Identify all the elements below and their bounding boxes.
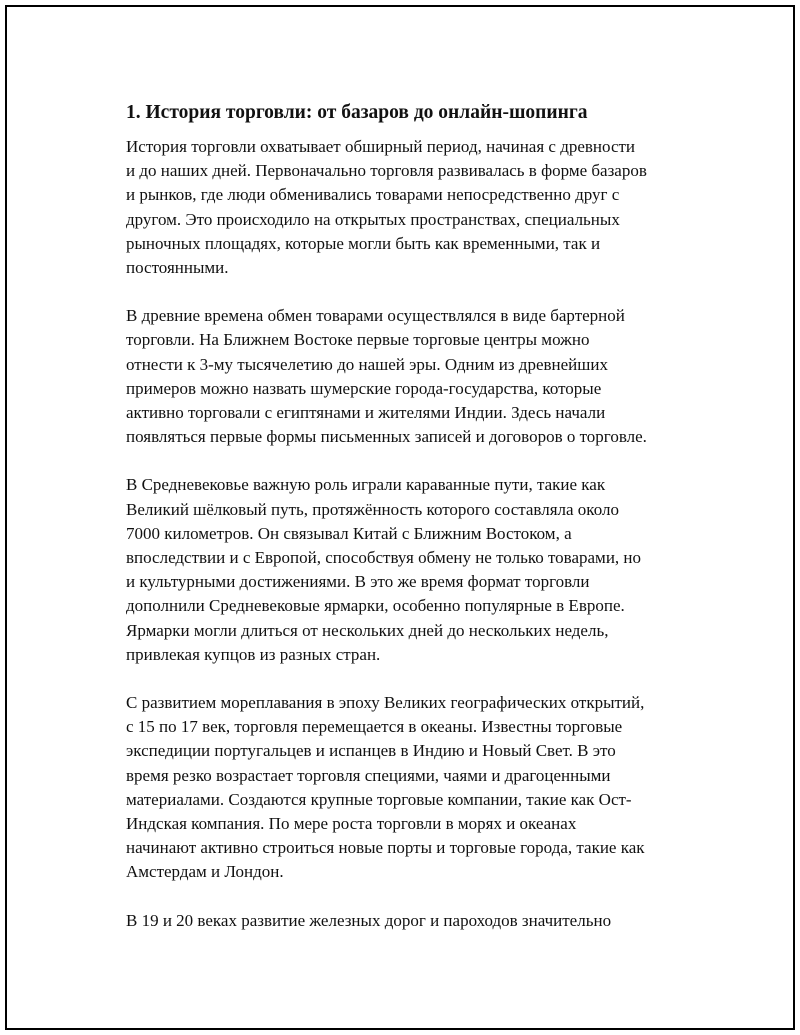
text-line: с 15 по 17 век, торговля перемещается в океаны. Известны торговые xyxy=(126,717,623,737)
text-line: активно торговали с египтянами и жителями Индии. Здесь начали xyxy=(126,403,606,423)
text-line: и до наших дней. Первоначально торговля развивалась в форме базаров xyxy=(126,161,647,181)
text-line: дополнили Средневековые ярмарки, особенно популярные в Европе. xyxy=(126,596,625,616)
text-line: другом. Это происходило на открытых пространствах, специальных xyxy=(126,209,620,229)
text-line: В Средневековье важную роль играли караванные пути, такие как xyxy=(126,475,606,495)
text-line: экспедиции португальцев и испанцев в Индию и Новый Свет. В это xyxy=(126,741,616,761)
text-line: и рынков, где люди обменивались товарами непосредственно друг с xyxy=(126,185,620,205)
paragraph-5 xyxy=(126,909,701,933)
text-line: постоянными. xyxy=(126,258,229,278)
text-line: материалами. Создаются крупные торговые компании, такие как Ост- xyxy=(126,789,632,809)
text-line: 7000 километров. Он связывал Китай с Ближним Востоком, а xyxy=(126,523,572,543)
text-line: Индская компания. По мере роста торговли в морях и океанах xyxy=(126,814,577,834)
paragraph-2 xyxy=(126,304,701,449)
text-line: История торговли охватывает обширный период, начиная с древности xyxy=(126,137,636,156)
text-line: время резко возрастает торговля специями, чаями и драгоценными xyxy=(126,765,611,785)
text-line: и культурными достижениями. В это же время формат торговли xyxy=(126,572,590,592)
text-line: С развитием мореплавания в эпоху Великих географических открытий, xyxy=(126,693,645,713)
text-line: примеров можно назвать шумерские города-государства, которые xyxy=(126,378,602,398)
text-line: Ярмарки могли длиться от нескольких дней до нескольких недель, xyxy=(126,620,609,640)
text-line: Великий шёлковый путь, протяжённость которого составляла около xyxy=(126,499,619,519)
document-body xyxy=(126,99,701,957)
text-line: начинают активно строиться новые порты и торговые города, такие как xyxy=(126,838,645,858)
text-line: привлекая купцов из разных стран. xyxy=(126,644,381,664)
paragraph-3 xyxy=(126,473,701,667)
text-line: В 19 и 20 веках развитие железных дорог и пароходов значительно xyxy=(126,910,612,930)
text-line: торговли. На Ближнем Востоке первые торговые центры можно xyxy=(126,330,590,350)
section-heading: 1. История торговли: от базаров до онлайн-шопинга xyxy=(126,102,588,123)
text-line: впоследствии и с Европой, способствуя обмену не только товарами, но xyxy=(126,548,642,568)
text-line: отнести к 3-му тысячелетию до нашей эры. Одним из древнейших xyxy=(126,354,608,374)
text-line: В древние времена обмен товарами осуществлялся в виде бартерной xyxy=(126,306,625,326)
paragraph-1 xyxy=(126,135,701,280)
page-frame xyxy=(5,5,795,1030)
text-line: Амстердам и Лондон. xyxy=(126,862,284,882)
paragraph-4 xyxy=(126,691,701,885)
text-line: появляться первые формы письменных записей и договоров о торговле. xyxy=(126,427,647,447)
text-line: рыночных площадях, которые могли быть как временными, так и xyxy=(126,233,601,253)
